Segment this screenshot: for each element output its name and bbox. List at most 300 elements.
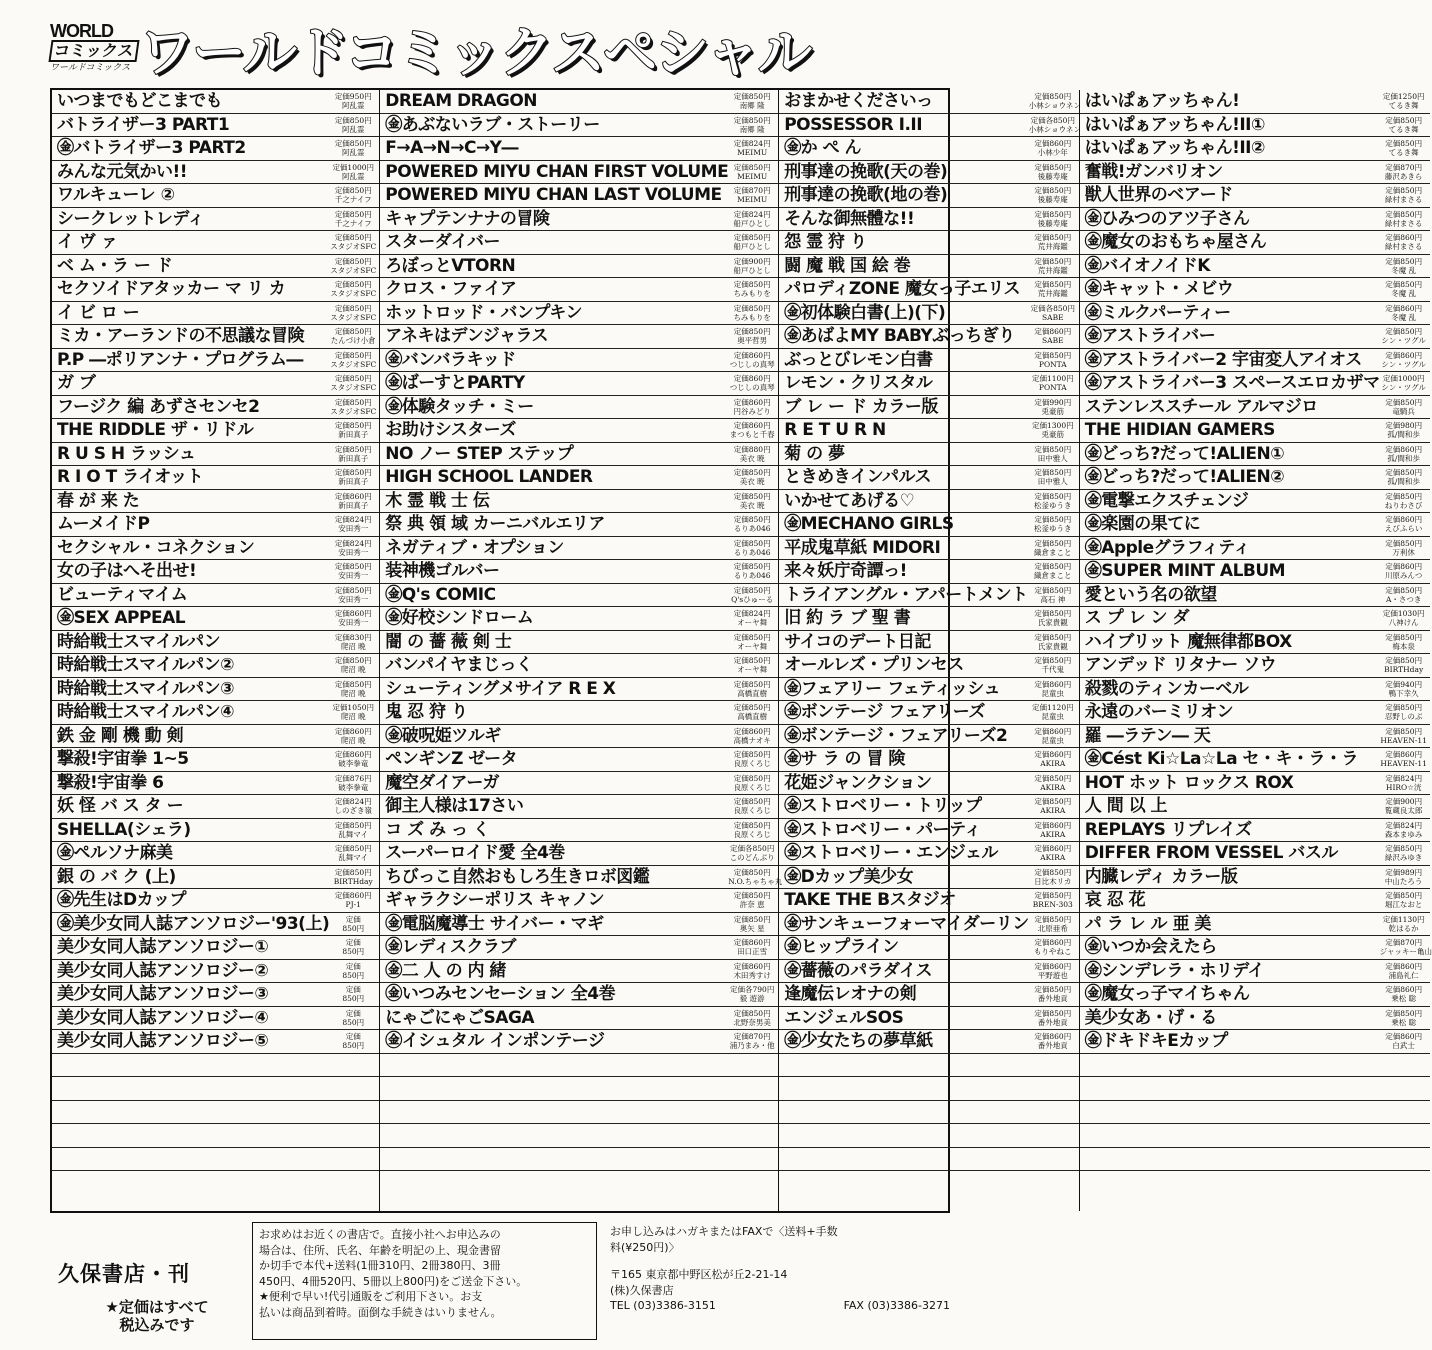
author: 番外地貢 bbox=[1037, 1017, 1068, 1027]
book-title: セクソイドアタッカー マ リ カ bbox=[57, 279, 286, 300]
table-row bbox=[52, 1171, 379, 1195]
author: 八神けん bbox=[1388, 618, 1419, 628]
book-title: P.P ―ポリアンナ・プログラム― bbox=[57, 349, 303, 370]
author: 新田真子 bbox=[338, 477, 369, 487]
price: 定価850円 bbox=[334, 350, 372, 360]
order-line: 450円、4冊520円、5冊以上800円)をご送金下さい。 bbox=[259, 1274, 528, 1288]
price: 定価850円 bbox=[733, 867, 771, 877]
price: 定価850円 bbox=[733, 632, 771, 642]
author: 船戸ひとし bbox=[733, 218, 771, 228]
author: 緑村まさる bbox=[1384, 218, 1423, 228]
book-title: ㊎いつみセンセーション 全4巻 bbox=[385, 984, 616, 1005]
price-author bbox=[1029, 280, 1077, 298]
table-row bbox=[779, 184, 1079, 208]
book-title: ㊎バイオノイドK bbox=[1084, 255, 1210, 276]
book-title: ㊎あぶないラブ・ストーリー bbox=[385, 114, 600, 135]
table-row bbox=[1080, 795, 1430, 819]
table-row bbox=[52, 678, 379, 702]
book-title: ㊎Dカップ美少女 bbox=[784, 866, 914, 887]
author: 850円 bbox=[342, 994, 365, 1004]
table-row bbox=[380, 1077, 778, 1101]
book-title: 菊 の 夢 bbox=[784, 443, 845, 464]
price-author bbox=[1380, 515, 1428, 533]
price-author bbox=[728, 257, 776, 275]
book-title: ㊎初体験白書(上)(下) bbox=[784, 302, 946, 323]
author: ねりわさび bbox=[1384, 500, 1423, 510]
price-author bbox=[1029, 351, 1077, 369]
price: 定価900円 bbox=[1385, 797, 1423, 807]
author: AKIRA bbox=[1040, 806, 1066, 816]
price: 定価860円 bbox=[1034, 1032, 1072, 1042]
author: スタジオSFC bbox=[330, 312, 377, 322]
table-row bbox=[380, 772, 778, 796]
price-author bbox=[728, 821, 776, 839]
price-author bbox=[1380, 92, 1428, 110]
price-author bbox=[329, 233, 377, 251]
book-title: ㊎体験タッチ・ミー bbox=[385, 396, 534, 417]
price: 定価870円 bbox=[1385, 162, 1423, 172]
table-row bbox=[380, 983, 778, 1007]
table-row bbox=[1080, 983, 1430, 1007]
book-title: POWERED MIYU CHAN FIRST VOLUME bbox=[385, 161, 729, 182]
price: 定価850円 bbox=[1034, 538, 1072, 548]
price-author bbox=[1380, 680, 1428, 698]
book-title: ㊎いつか会えたら bbox=[1084, 937, 1217, 958]
order-line: 払いは商品到着時。面倒な手続きはいりません。 bbox=[259, 1305, 502, 1319]
price-author bbox=[1380, 233, 1428, 251]
price-author bbox=[1380, 586, 1428, 604]
book-title: 妖 怪 バ ス タ ー bbox=[57, 796, 184, 817]
table-row bbox=[52, 1124, 379, 1148]
author: てるき舞 bbox=[1388, 124, 1419, 134]
price: 定価各790円 bbox=[730, 985, 775, 995]
table-row bbox=[779, 137, 1079, 161]
book-title: ㊎SEX APPEAL bbox=[57, 608, 186, 629]
table-row bbox=[779, 725, 1079, 749]
table-row bbox=[380, 584, 778, 608]
price-author bbox=[329, 727, 377, 745]
author: MEIMU bbox=[737, 195, 768, 205]
table-row bbox=[52, 748, 379, 772]
price: 定価824円 bbox=[334, 515, 372, 525]
book-title: お助けシスターズ bbox=[385, 420, 516, 441]
table-row bbox=[52, 725, 379, 749]
table-row bbox=[779, 90, 1079, 114]
price-author bbox=[329, 915, 377, 933]
author: 昆童虫 bbox=[1041, 712, 1065, 722]
price: 定価900円 bbox=[733, 256, 771, 266]
price-author bbox=[329, 1032, 377, 1050]
book-title: ホットロッド・バンプキン bbox=[385, 302, 583, 323]
table-row bbox=[380, 701, 778, 725]
price: 定価1300円 bbox=[1032, 421, 1074, 431]
table-row bbox=[1080, 678, 1430, 702]
price: 定価850円 bbox=[1034, 632, 1072, 642]
book-title: フージク 編 あずさセンセ2 bbox=[57, 396, 260, 417]
tax-notice bbox=[82, 1298, 232, 1334]
table-row bbox=[779, 419, 1079, 443]
book-title: 女の子はへそ出せ! bbox=[57, 561, 197, 582]
book-title: ㊎先生はDカップ bbox=[57, 890, 186, 911]
price: 定価860円 bbox=[733, 726, 771, 736]
price: 定価850円 bbox=[1385, 703, 1423, 713]
price-author bbox=[329, 210, 377, 228]
price: 定価850円 bbox=[733, 679, 771, 689]
table-row bbox=[52, 90, 379, 114]
table-row bbox=[52, 842, 379, 866]
price: 定価850円 bbox=[1034, 491, 1072, 501]
price: 定価850円 bbox=[1385, 656, 1423, 666]
book-title: ハイブリット 魔無律都BOX bbox=[1084, 631, 1292, 652]
table-row bbox=[380, 819, 778, 843]
price-author bbox=[728, 703, 776, 721]
book-title: 春 が 来 た bbox=[57, 490, 140, 511]
price-author bbox=[329, 844, 377, 862]
table-row bbox=[779, 513, 1079, 537]
book-title: ㊎キャット・メビウ bbox=[1084, 279, 1234, 300]
price-author bbox=[1380, 539, 1428, 557]
table-row bbox=[1080, 748, 1430, 772]
book-title: ㊎楽園の果てに bbox=[1084, 514, 1201, 535]
author: 番外地貢 bbox=[1037, 1041, 1068, 1051]
table-row bbox=[779, 302, 1079, 326]
table-row bbox=[380, 1148, 778, 1172]
price-author bbox=[1029, 915, 1077, 933]
author: 松釜ゆうき bbox=[1034, 524, 1072, 534]
price-author bbox=[329, 562, 377, 580]
price-author bbox=[329, 280, 377, 298]
book-title: アンデッド リタナー ソウ bbox=[1084, 655, 1277, 676]
catalog-column bbox=[779, 90, 1080, 1211]
price: 定価850円 bbox=[1385, 726, 1423, 736]
table-row bbox=[380, 560, 778, 584]
price-author bbox=[329, 304, 377, 322]
table-row bbox=[380, 913, 778, 937]
price: 定価850円 bbox=[334, 209, 372, 219]
book-title: ㊎Appleグラフィティ bbox=[1084, 537, 1250, 558]
table-row bbox=[779, 866, 1079, 890]
price-author bbox=[1029, 938, 1077, 956]
price: 定価850円 bbox=[334, 327, 372, 337]
price-author bbox=[728, 327, 776, 345]
price: 定価850円 bbox=[1034, 1008, 1072, 1018]
table-row bbox=[52, 560, 379, 584]
price: 定価850円 bbox=[1034, 92, 1072, 102]
author: 田中雅人 bbox=[1037, 453, 1068, 463]
book-title: ㊎サンキューフォーマイダーリン bbox=[784, 913, 1029, 934]
table-row bbox=[380, 443, 778, 467]
author: てるき舞 bbox=[1388, 101, 1419, 111]
price: 定価870円 bbox=[733, 1032, 771, 1042]
table-row bbox=[380, 419, 778, 443]
table-row bbox=[380, 302, 778, 326]
price: 定価870円 bbox=[733, 186, 771, 196]
table-row bbox=[779, 1171, 1079, 1195]
author: 美衣 暁 bbox=[739, 453, 765, 463]
table-row bbox=[1080, 137, 1430, 161]
price-author bbox=[1380, 821, 1428, 839]
author: 織倉まこと bbox=[1034, 571, 1072, 581]
author: 許奈 恵 bbox=[739, 900, 765, 910]
price: 定価850円 bbox=[733, 656, 771, 666]
price-author bbox=[1029, 492, 1077, 510]
book-title: ㊎か ぺ ん bbox=[784, 138, 862, 159]
price: 定価1030円 bbox=[1382, 609, 1425, 619]
author: 乗松 聡 bbox=[1391, 994, 1417, 1004]
price: 定価850円 bbox=[1034, 444, 1072, 454]
author: 奥平哲男 bbox=[737, 336, 768, 346]
table-row bbox=[779, 772, 1079, 796]
author: BIRTHday bbox=[1384, 665, 1424, 675]
price-author bbox=[1028, 92, 1081, 111]
table-row bbox=[52, 1101, 379, 1125]
book-title: アネキはデンジャラス bbox=[385, 326, 548, 347]
price: 定価各850円 bbox=[1030, 303, 1075, 313]
price-author bbox=[1380, 304, 1428, 322]
table-row bbox=[52, 795, 379, 819]
book-title: ㊎ヒップライン bbox=[784, 937, 899, 958]
table-row bbox=[779, 161, 1079, 185]
author: スタジオSFC bbox=[330, 359, 377, 369]
book-title: POWERED MIYU CHAN LAST VOLUME bbox=[385, 185, 722, 206]
table-row bbox=[779, 631, 1079, 655]
author: MEIMU bbox=[737, 148, 768, 158]
book-title: TAKE THE Bスタジオ bbox=[784, 890, 956, 911]
author: 毅 遊游 bbox=[739, 994, 765, 1004]
author: 平野遊也 bbox=[1037, 970, 1068, 980]
author: シン・ツグル bbox=[1381, 383, 1426, 393]
book-title: 時給戦士スマイルパン② bbox=[57, 655, 235, 676]
book-title: ㊎二 人 の 内 緒 bbox=[385, 960, 506, 981]
price-author bbox=[728, 539, 776, 557]
price: 定価980円 bbox=[1385, 421, 1423, 431]
table-row bbox=[52, 466, 379, 490]
price-author bbox=[1380, 1032, 1428, 1050]
logo-line-world: WORLD bbox=[50, 21, 113, 41]
mail-line1: お申し込みはハガキまたはFAXで〈送料+手数 bbox=[610, 1225, 838, 1238]
logo-line-sub: ワールドコミックス bbox=[50, 63, 131, 73]
footer bbox=[50, 1220, 950, 1340]
table-row bbox=[1080, 1030, 1430, 1054]
table-row bbox=[779, 678, 1079, 702]
price-author bbox=[329, 750, 377, 768]
author: 氏家貴観 bbox=[1037, 618, 1068, 628]
author: 冬魔 乱 bbox=[1391, 289, 1417, 299]
price: 定価850円 bbox=[334, 656, 372, 666]
book-title: ㊎美少女同人誌アンソロジー'93(上) bbox=[57, 913, 330, 934]
price: 定価850円 bbox=[1034, 186, 1072, 196]
table-row bbox=[1080, 913, 1430, 937]
price-author bbox=[728, 656, 776, 674]
price-author bbox=[329, 821, 377, 839]
book-title: コ ズ み っ く bbox=[385, 819, 490, 840]
table-row bbox=[1080, 537, 1430, 561]
table-row bbox=[52, 537, 379, 561]
price: 定価850円 bbox=[334, 421, 372, 431]
author: 円谷みどり bbox=[733, 406, 771, 416]
author: 安田秀一 bbox=[338, 618, 369, 628]
price: 定価989円 bbox=[1385, 867, 1423, 877]
price-author bbox=[1380, 703, 1428, 721]
table-row bbox=[380, 278, 778, 302]
book-title: ㊎Cést Ki☆La☆La セ・キ・ラ・ラ bbox=[1084, 749, 1358, 770]
table-row bbox=[1080, 1148, 1430, 1172]
price-author bbox=[1380, 656, 1428, 674]
author: 爬沼 晩 bbox=[340, 688, 366, 698]
price-author bbox=[1380, 398, 1428, 416]
price-author bbox=[1380, 163, 1428, 181]
price: 定価850円 bbox=[733, 914, 771, 924]
author: 田口正雪 bbox=[737, 947, 768, 957]
table-row bbox=[52, 396, 379, 420]
book-title: パロディZONE 魔女っ子エリス bbox=[784, 279, 1021, 300]
price: 定価1130円 bbox=[1382, 914, 1425, 924]
table-row bbox=[380, 607, 778, 631]
price: 定価860円 bbox=[1385, 985, 1423, 995]
author: ちみもりを bbox=[733, 289, 771, 299]
price: 定価850円 bbox=[1034, 773, 1072, 783]
price-author bbox=[329, 163, 377, 181]
price-author bbox=[728, 774, 776, 792]
price-author bbox=[1380, 844, 1428, 862]
price-author bbox=[728, 727, 776, 745]
book-title: オールレズ・プリンセス bbox=[784, 655, 964, 676]
catalog-column bbox=[52, 90, 380, 1211]
book-title: 刑事達の挽歌(地の巻) bbox=[784, 185, 948, 206]
table-row bbox=[779, 748, 1079, 772]
price: 定価850円 bbox=[1034, 914, 1072, 924]
book-title: エンジェルSOS bbox=[784, 1007, 904, 1028]
author: 乾はるか bbox=[1388, 923, 1419, 933]
publisher-name: 久保書店・刊 bbox=[58, 1262, 190, 1286]
author: 破李拳竜 bbox=[338, 759, 369, 769]
table-row bbox=[779, 443, 1079, 467]
table-row bbox=[380, 1054, 778, 1078]
price-author bbox=[1380, 915, 1428, 933]
author: 高石 神 bbox=[1040, 594, 1066, 604]
book-title: キャプテンナナの冒険 bbox=[385, 208, 550, 229]
price: 定価850円 bbox=[1385, 397, 1423, 407]
book-title: ぶっとびレモン白書 bbox=[784, 349, 933, 370]
book-title: ムーメイドP bbox=[57, 514, 150, 535]
price-author bbox=[1029, 633, 1077, 651]
price-author bbox=[1029, 680, 1077, 698]
book-title: はいぱぁアッちゃん!II② bbox=[1084, 138, 1265, 159]
table-row bbox=[1080, 584, 1430, 608]
table-row bbox=[1080, 349, 1430, 373]
book-title: イ ヴ ァ bbox=[57, 232, 118, 253]
book-title: ペンギンZ ゼータ bbox=[385, 749, 518, 770]
book-title: 時給戦士スマイルパン③ bbox=[57, 678, 235, 699]
price-author bbox=[329, 398, 377, 416]
price-author bbox=[1029, 163, 1077, 181]
price-author bbox=[728, 562, 776, 580]
author: 千代鬼 bbox=[1041, 665, 1065, 675]
author: 孤/間和歩 bbox=[1387, 477, 1420, 487]
price-author bbox=[1029, 891, 1077, 909]
book-title: 殺戮のティンカーベル bbox=[1084, 678, 1249, 699]
table-row bbox=[380, 490, 778, 514]
price-author bbox=[329, 186, 377, 204]
price: 定価850円 bbox=[334, 562, 372, 572]
price-author bbox=[728, 680, 776, 698]
price-author bbox=[329, 774, 377, 792]
price-author bbox=[728, 891, 776, 909]
price: 定価824円 bbox=[1385, 773, 1423, 783]
table-row bbox=[380, 231, 778, 255]
author: 田中雅人 bbox=[1037, 477, 1068, 487]
table-row bbox=[779, 231, 1079, 255]
price-author bbox=[329, 656, 377, 674]
price: 定価860円 bbox=[733, 421, 771, 431]
price-author bbox=[1029, 374, 1077, 392]
book-title: R U S H ラッシュ bbox=[57, 443, 196, 464]
book-title: ㊎魔女っ子マイちゃん bbox=[1084, 984, 1250, 1005]
book-title: 撃殺!宇宙拳 1~5 bbox=[57, 749, 189, 770]
author: 孤/間和歩 bbox=[1387, 453, 1420, 463]
author: 850円 bbox=[342, 923, 365, 933]
price: 定価850円 bbox=[1034, 209, 1072, 219]
book-title: R I O T ライオット bbox=[57, 467, 204, 488]
price-author bbox=[1029, 750, 1077, 768]
table-row bbox=[779, 278, 1079, 302]
author: 後藤寿庵 bbox=[1037, 195, 1068, 205]
book-title: ステンレススチール アルマジロ bbox=[1084, 396, 1318, 417]
table-row bbox=[52, 607, 379, 631]
book-title: トライアングル・アパートメント bbox=[784, 584, 1028, 605]
price: 定価850円 bbox=[334, 139, 372, 149]
book-title: ㊎バンバラキッド bbox=[385, 349, 516, 370]
price-author bbox=[1380, 257, 1428, 275]
book-title: はいぱぁアッちゃん!II① bbox=[1084, 114, 1265, 135]
author: 南郷 隆 bbox=[739, 101, 765, 111]
price-author bbox=[329, 257, 377, 275]
price: 定価850円 bbox=[1034, 350, 1072, 360]
price: 定価 bbox=[345, 961, 361, 971]
table-row bbox=[1080, 208, 1430, 232]
price: 定価850円 bbox=[733, 1008, 771, 1018]
order-line: ★便利で早い!代引通販をご利用下さい。お支 bbox=[259, 1290, 483, 1303]
table-row bbox=[1080, 819, 1430, 843]
price: 定価850円 bbox=[1385, 844, 1423, 854]
book-title: 永遠のバーミリオン bbox=[1084, 702, 1234, 723]
price-author bbox=[1380, 139, 1428, 157]
book-title: 鬼 忍 狩 り bbox=[385, 702, 468, 723]
author: つじしの真琴 bbox=[729, 359, 775, 369]
table-row bbox=[1080, 1007, 1430, 1031]
price: 定価850円 bbox=[1385, 585, 1423, 595]
price-author bbox=[1029, 139, 1077, 157]
table-row bbox=[1080, 161, 1430, 185]
author: 荒井海鑑 bbox=[1037, 265, 1068, 275]
book-title: ㊎あばよMY BABYぶっちぎり bbox=[784, 326, 1015, 347]
table-row bbox=[1080, 560, 1430, 584]
price-author bbox=[1380, 468, 1428, 486]
price-author bbox=[1029, 1009, 1077, 1027]
table-row bbox=[779, 490, 1079, 514]
price: 定価860円 bbox=[1034, 938, 1072, 948]
book-title: ネガティブ・オプション bbox=[385, 537, 564, 558]
book-title: ㊎ストロベリー・パーティ bbox=[784, 819, 981, 840]
book-title: 時給戦士スマイルパン④ bbox=[57, 702, 235, 723]
table-row bbox=[1080, 325, 1430, 349]
price: 定価850円 bbox=[733, 491, 771, 501]
table-row bbox=[380, 842, 778, 866]
author: もりやねこ bbox=[1034, 947, 1072, 957]
price-author bbox=[728, 468, 776, 486]
price-author bbox=[1380, 351, 1428, 369]
price-author bbox=[728, 985, 776, 1003]
